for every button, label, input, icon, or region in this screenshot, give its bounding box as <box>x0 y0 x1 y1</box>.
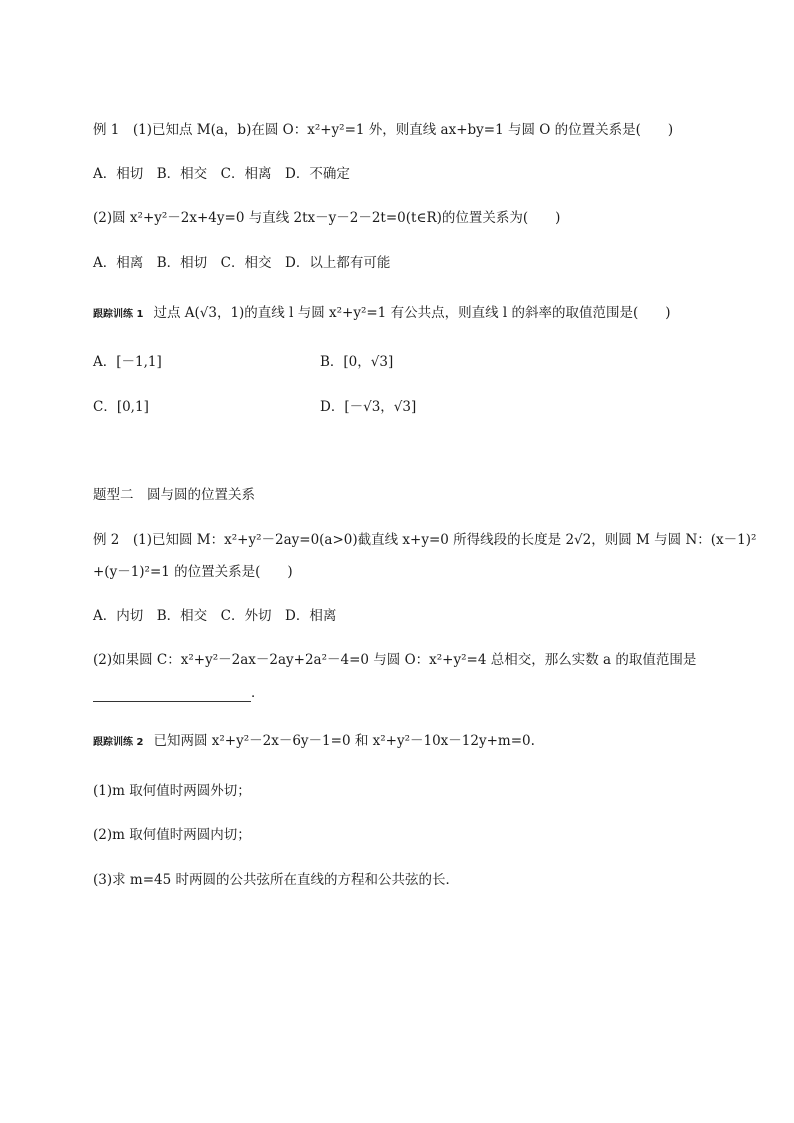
ex2-question-1-line-2: +(y－1)²=1 的位置关系是( ) <box>93 564 293 580</box>
track2-question-line <box>93 732 535 752</box>
ex2-options-1: A．内切 B．相交 C．外切 D．相离 <box>93 608 337 624</box>
track1-option-d: D．[－√3，√3] <box>320 399 417 415</box>
ex2-question-2-line-2 <box>93 684 265 702</box>
ex2-question-2-line-1: (2)如果圆 C：x²+y²－2ax－2ay+2a²－4=0 与圆 O：x²+y²=4 总相交，那么实数 a 的取值范围是 <box>93 652 697 668</box>
ex1-question-1: 例 1 (1)已知点 M(a，b)在圆 O：x²+y²=1 外，则直线 ax+by=1 与圆 O 的位置关系是( ) <box>93 122 674 138</box>
track1-option-c: C．[0,1] <box>93 399 149 415</box>
ex1-options-2: A．相离 B．相切 C．相交 D．以上都有可能 <box>93 255 391 271</box>
track2-question: 已知两圆 x²+y²－2x－6y－1=0 和 x²+y²－10x－12y+m=0. <box>153 733 535 749</box>
track1-question: 过点 A(√3，1)的直线 l 与圆 x²+y²=1 有公共点，则直线 l 的斜率的取值范围是( ) <box>153 305 671 321</box>
answer-blank <box>93 689 251 702</box>
track2-part-1: (1)m 取何值时两圆外切； <box>93 783 251 799</box>
ex1-question-2: (2)圆 x²+y²－2x+4y=0 与直线 2tx－y－2－2t=0(t∈R)的位置关系为( ) <box>93 210 561 226</box>
track2-part-3: (3)求 m=45 时两圆的公共弦所在直线的方程和公共弦的长． <box>93 872 459 888</box>
track1-question-line <box>93 304 671 324</box>
section-2-title: 题型二 圆与圆的位置关系 <box>93 487 255 503</box>
track1-option-a: A．[－1,1] <box>93 354 162 370</box>
track1-label: 跟踪训练 1 <box>93 309 144 320</box>
track1-option-b: B．[0，√3] <box>320 354 394 370</box>
ex2-question-2-end: ． <box>251 685 265 701</box>
ex2-question-1-line-1: 例 2 (1)已知圆 M：x²+y²－2ay=0(a>0)截直线 x+y=0 所得线段的长度是 2√2，则圆 M 与圆 N：(x－1)² <box>93 532 757 548</box>
track2-label: 跟踪训练 2 <box>93 737 144 748</box>
ex1-options-1: A．相切 B．相交 C．相离 D．不确定 <box>93 166 350 182</box>
track2-part-2: (2)m 取何值时两圆内切； <box>93 827 251 843</box>
